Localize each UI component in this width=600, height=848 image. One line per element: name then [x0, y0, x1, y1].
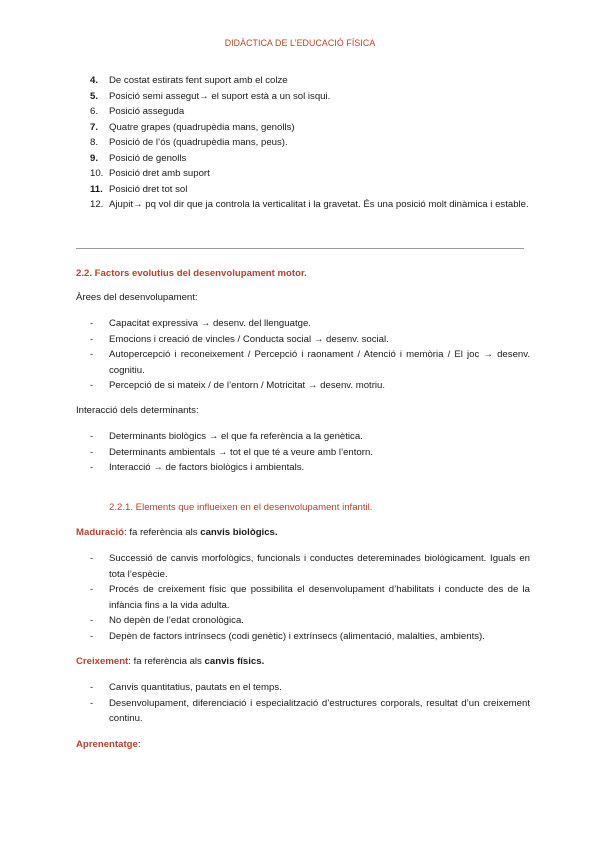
- dash-bullet: -: [90, 349, 94, 360]
- list-item: [90, 73, 530, 89]
- item-number: 6.: [90, 106, 99, 117]
- creixement-definition: [76, 656, 264, 667]
- item-text: Depèn de factors intrínsecs (codi genètic) i extrínsecs (alimentació, malalties, ambients).: [109, 630, 485, 642]
- list-item: [90, 378, 530, 394]
- item-text: De costat estirats fent suport amb el colze: [109, 75, 288, 86]
- list-item: [90, 460, 530, 476]
- list-item: [90, 89, 530, 105]
- list-item: [90, 551, 530, 582]
- dash-bullet: -: [90, 462, 94, 473]
- dash-bullet: -: [90, 446, 94, 458]
- maduracio-definition: [76, 527, 278, 538]
- list-item: [90, 135, 530, 151]
- areas-list: [90, 316, 530, 394]
- list-item: [90, 347, 530, 378]
- list-item: [90, 696, 530, 727]
- maduracio-list: [90, 551, 530, 644]
- subsection-heading: 2.2.1. Elements que influeixen en el desenvolupament infantil.: [109, 502, 373, 513]
- item-text: Ajupit→ pq vol dir que ja controla la verticalitat i la gravetat. És una posició molt dinàmica i estable.: [109, 199, 529, 210]
- list-item: [90, 182, 530, 198]
- list-item: [90, 613, 530, 629]
- list-item: [90, 104, 530, 120]
- list-item: [90, 629, 530, 645]
- item-text: Posició dret tot sol: [109, 183, 188, 195]
- list-item: [90, 316, 530, 332]
- item-number: 7.: [90, 121, 99, 133]
- dash-bullet: -: [90, 553, 94, 564]
- item-text: Posició dret amb suport: [109, 168, 210, 179]
- item-text: Posició semi assegut→ el suport està a un sol isqui.: [109, 90, 331, 102]
- item-number: 4.: [90, 75, 99, 86]
- item-text: No depèn de l’edat cronològica.: [109, 615, 244, 626]
- item-number: 10.: [90, 168, 104, 179]
- aprenentatge-heading: [76, 739, 141, 750]
- dash-bullet: -: [90, 682, 94, 693]
- page-header: DIDÀCTICA DE L’EDUCACIÓ FÍSICA: [224, 38, 376, 48]
- item-text: Determinants biològics → el que fa referència a la genètica.: [109, 431, 363, 442]
- item-text: Quatre grapes (quadrupèdia mans, genolls): [109, 121, 295, 133]
- list-item: [90, 332, 530, 348]
- interaccio-intro: Interacció dels determinants:: [76, 405, 199, 416]
- item-text: Desenvolupament, diferenciació i especialització d’estructures corporals, resultat d’un creixement continu.: [109, 697, 530, 724]
- dash-bullet: -: [90, 697, 94, 709]
- section-heading: 2.2. Factors evolutius del desenvolupament motor.: [76, 268, 307, 279]
- item-text: Posició de genolls: [109, 152, 187, 164]
- dash-bullet: -: [90, 584, 94, 595]
- areas-intro: Àrees del desenvolupament:: [76, 292, 198, 303]
- item-text: Percepció de si mateix / de l’entorn / Motricitat → desenv. motriu.: [109, 380, 386, 391]
- item-text: Successió de canvis morfològics, funcionals i conductes detereminades biològicament. Iguals en tota l’espècie.: [109, 553, 530, 580]
- aprenentatge-colon: :: [137, 739, 141, 750]
- item-text: Emocions i creació de vincles / Conducta social → desenv. social.: [109, 333, 389, 345]
- item-number: 8.: [90, 137, 99, 148]
- interaccio-list: [90, 429, 530, 476]
- item-text: Procés de creixement físic que possibilita el desenvolupament d’habilitats i conducte des de la infància fins a la vida adulta.: [109, 584, 530, 611]
- maduracio-key: canvis biològics.: [200, 527, 278, 538]
- creixement-key: canvis físics.: [204, 656, 265, 667]
- list-item: [90, 445, 530, 461]
- list-item: [90, 429, 530, 445]
- creixement-list: [90, 680, 530, 727]
- item-number: 9.: [90, 152, 99, 164]
- item-number: 5.: [90, 90, 99, 102]
- dash-bullet: -: [90, 431, 94, 442]
- item-text: Posició asseguda: [109, 106, 185, 117]
- list-item: [90, 197, 530, 213]
- dash-bullet: -: [90, 615, 94, 626]
- item-number: 12.: [90, 199, 104, 210]
- dash-bullet: -: [90, 380, 94, 391]
- aprenentatge-term: Aprenentatge: [76, 739, 138, 750]
- list-item: [90, 680, 530, 696]
- positions-list: [90, 73, 530, 213]
- maduracio-lead: : fa referència als: [123, 527, 201, 538]
- maduracio-term: Maduració: [76, 527, 124, 538]
- list-item: [90, 166, 530, 182]
- item-number: 11.: [90, 183, 103, 195]
- horizontal-divider: [76, 248, 524, 249]
- dash-bullet: -: [90, 318, 94, 329]
- creixement-lead: : fa referència als: [128, 656, 205, 667]
- item-text: Interacció → de factors biològics i ambientals.: [109, 462, 305, 473]
- item-text: Canvis quantitatius, pautats en el temps.: [109, 682, 282, 693]
- list-item: [90, 582, 530, 613]
- dash-bullet: -: [90, 333, 94, 345]
- list-item: [90, 151, 530, 167]
- item-text: Determinants ambientals → tot el que té a veure amb l’entorn.: [109, 446, 373, 458]
- creixement-term: Creixement: [76, 656, 129, 667]
- item-text: Posició de l’ós (quadrupèdia mans, peus).: [109, 137, 288, 148]
- item-text: Autopercepció i reconeixement / Percepció i raonament / Atenció i memòria / El joc → desenv. cognitiu.: [109, 349, 530, 376]
- dash-bullet: -: [90, 630, 94, 642]
- item-text: Capacitat expressiva → desenv. del llenguatge.: [109, 318, 311, 329]
- list-item: [90, 120, 530, 136]
